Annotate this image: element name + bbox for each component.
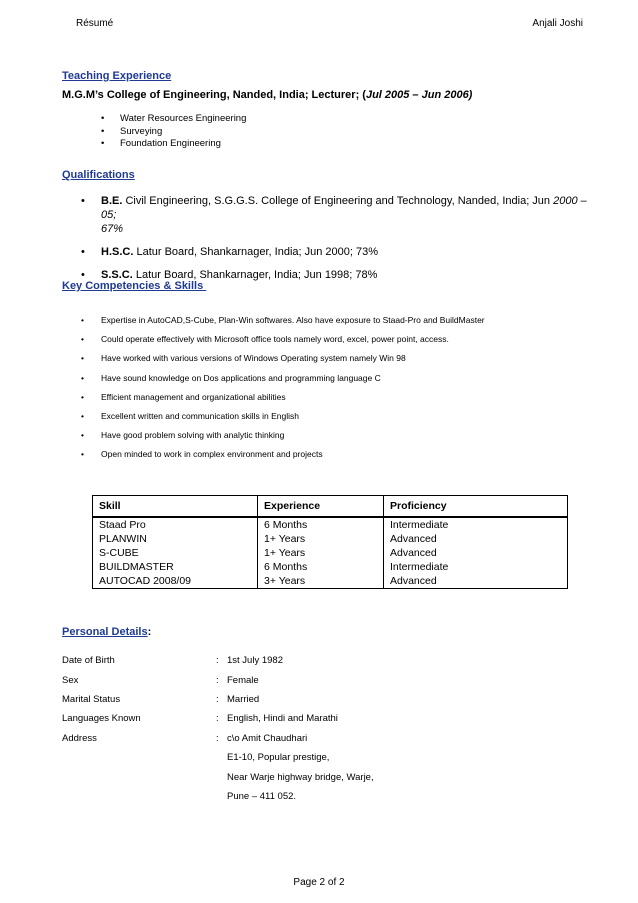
- table-cell: 1+ Years: [258, 546, 384, 560]
- field-colon: :: [216, 655, 219, 666]
- address-value: c\o Amit Chaudhari: [227, 733, 308, 744]
- field-colon: :: [216, 694, 219, 705]
- competencies-title: Key Competencies & Skills: [62, 280, 207, 292]
- list-item: • Could operate effectively with Microsoft office tools namely word, excel, power point, access.: [101, 333, 485, 352]
- table-cell: Staad Pro: [93, 517, 258, 532]
- list-item: • Surveying: [120, 126, 246, 139]
- list-item: • Open minded to work in complex environment and projects: [101, 448, 485, 467]
- table-cell: 1+ Years: [258, 532, 384, 546]
- header-left: Résumé: [76, 18, 114, 29]
- skills-table: [92, 495, 568, 589]
- list-item: [101, 194, 601, 236]
- list-item: • Foundation Engineering: [120, 138, 246, 151]
- personal-title-text: Personal Details: [62, 626, 148, 638]
- degree-dates: 2000 – 05;: [101, 195, 587, 221]
- field-colon: :: [216, 713, 219, 724]
- degree: H.S.C.: [101, 246, 134, 258]
- marital-status-label: Marital Status: [62, 694, 121, 705]
- degree-extra: 67%: [101, 223, 124, 235]
- degree-text: Latur Board, Shankarnager, India; Jun 2000; 73%: [133, 246, 379, 258]
- list-item: • Have good problem solving with analytic thinking: [101, 429, 485, 448]
- teaching-role-main: M.G.M’s College of Engineering, Nanded, India; Lecturer; (: [62, 89, 366, 101]
- table-cell: Intermediate: [384, 560, 568, 574]
- competencies-list: [101, 314, 485, 468]
- table-cell: Advanced: [384, 574, 568, 589]
- qualifications-title: Qualifications: [62, 169, 135, 181]
- address-label: Address: [62, 733, 97, 744]
- table-cell: BUILDMASTER: [93, 560, 258, 574]
- sex-value: Female: [227, 675, 259, 686]
- table-cell: Advanced: [384, 532, 568, 546]
- table-header-row: [93, 496, 568, 518]
- dob-value: 1st July 1982: [227, 655, 283, 666]
- qualifications-list: [101, 194, 601, 291]
- marital-status-value: Married: [227, 694, 260, 705]
- dob-label: Date of Birth: [62, 655, 115, 666]
- header-right: Anjali Joshi: [532, 18, 583, 29]
- teaching-list: [120, 113, 246, 151]
- column-header: Skill: [93, 496, 258, 518]
- table-row: [93, 546, 568, 560]
- table-row: [93, 574, 568, 589]
- field-colon: :: [216, 675, 219, 686]
- personal-title-colon: :: [147, 626, 152, 638]
- address-line: Near Warje highway bridge, Warje,: [227, 772, 374, 783]
- list-item: • Efficient management and organizational abilities: [101, 391, 485, 410]
- list-item: • Have sound knowledge on Dos applications and programming language C: [101, 372, 485, 391]
- table-row: [93, 517, 568, 532]
- sex-label: Sex: [62, 675, 79, 686]
- languages-value: English, Hindi and Marathi: [227, 713, 338, 724]
- personal-title: [62, 626, 151, 638]
- degree: B.E.: [101, 195, 123, 207]
- degree-text: Latur Board, Shankarnager, India; Jun 1998; 78%: [132, 269, 378, 281]
- list-item: • Expertise in AutoCAD,S-Cube, Plan-Win softwares. Also have exposure to Staad-Pro and BuildMaster: [101, 314, 485, 333]
- table-cell: AUTOCAD 2008/09: [93, 574, 258, 589]
- table-row: [93, 560, 568, 574]
- table-cell: Advanced: [384, 546, 568, 560]
- table-cell: 6 Months: [258, 517, 384, 532]
- teaching-title: Teaching Experience: [62, 70, 172, 82]
- table-cell: 3+ Years: [258, 574, 384, 589]
- table-cell: PLANWIN: [93, 532, 258, 546]
- column-header: Proficiency: [384, 496, 568, 518]
- degree: S.S.C.: [101, 269, 133, 281]
- address-line: E1-10, Popular prestige,: [227, 752, 330, 763]
- list-item: • Excellent written and communication skills in English: [101, 410, 485, 429]
- address-line: Pune – 411 052.: [227, 791, 297, 802]
- table-row: [93, 532, 568, 546]
- table-cell: S-CUBE: [93, 546, 258, 560]
- table-cell: Intermediate: [384, 517, 568, 532]
- languages-label: Languages Known: [62, 713, 141, 724]
- list-item: [101, 245, 601, 259]
- list-item: • Water Resources Engineering: [120, 113, 246, 126]
- field-colon: :: [216, 733, 219, 744]
- teaching-role: [62, 89, 472, 101]
- column-header: Experience: [258, 496, 384, 518]
- list-item: • Have worked with various versions of Windows Operating system namely Win 98: [101, 352, 485, 371]
- degree-text: Civil Engineering, S.G.G.S. College of Engineering and Technology, Nanded, India; Jun: [122, 195, 554, 207]
- table-cell: 6 Months: [258, 560, 384, 574]
- page-number: Page 2 of 2: [293, 877, 345, 888]
- teaching-role-dates: Jul 2005 – Jun 2006): [365, 89, 473, 101]
